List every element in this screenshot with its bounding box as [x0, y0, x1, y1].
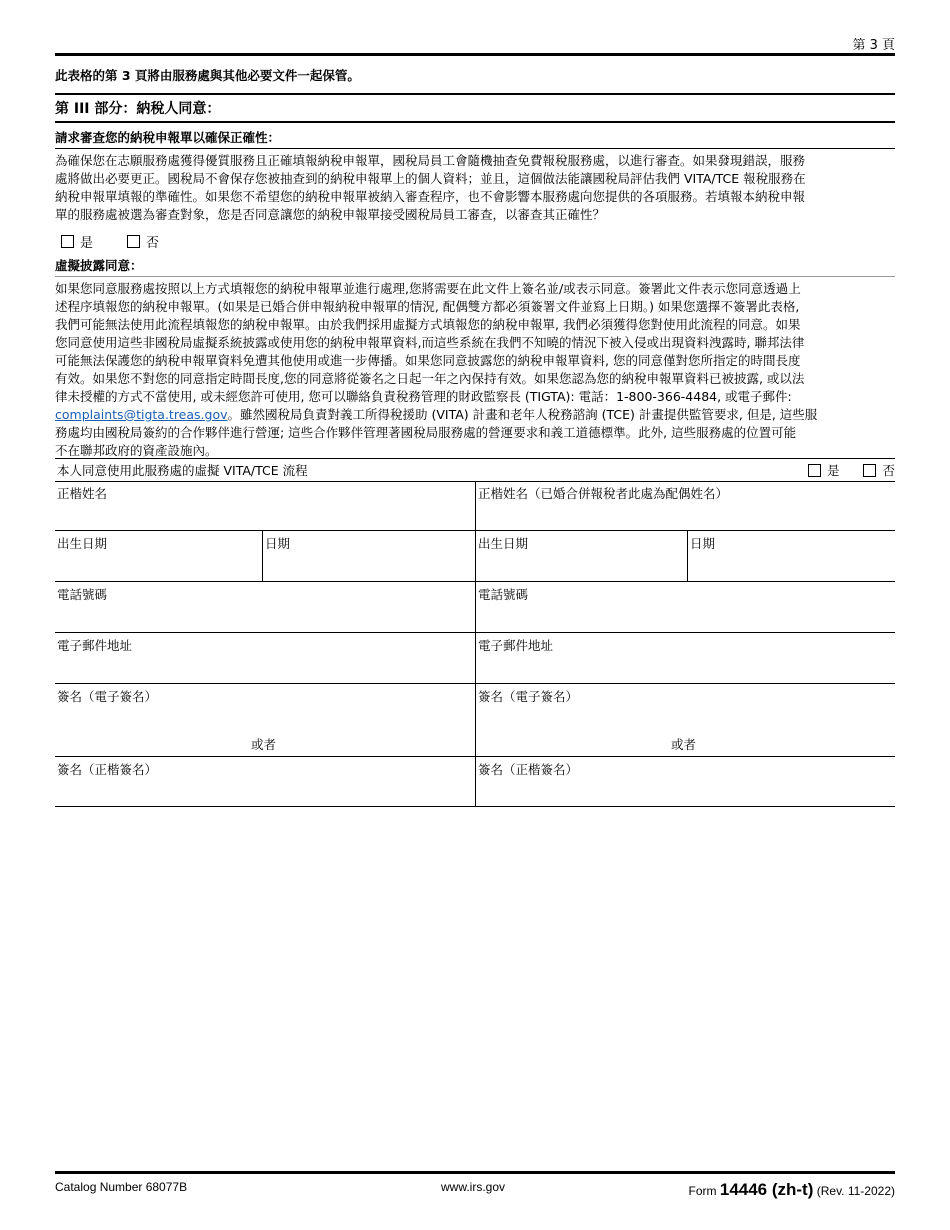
review-line: 單的服務處被選為審查對象，您是否同意讓您的納稅申報單接受國稅局員工審查，以審查其正確性？: [55, 207, 606, 222]
spouse-email-label: 電子郵件地址: [478, 638, 554, 653]
review-yes-label: 是: [80, 236, 94, 251]
review-rule: [55, 148, 895, 149]
taxpayer-email-field[interactable]: [55, 633, 475, 683]
review-no-option[interactable]: [127, 232, 159, 251]
spouse-date-field[interactable]: [687, 531, 895, 581]
review-line: 處將做出必要更正。國稅局不會保存您被抽查到的納稅申報單上的個人資料；並且，這個做法能讓國稅局評估我們 VITA/TCE 報稅服務在: [55, 171, 806, 186]
taxpayer-email-label: 電子郵件地址: [57, 638, 133, 653]
taxpayer-date-field[interactable]: [262, 531, 475, 581]
part-title-rule: [55, 121, 895, 123]
virtual-consent-label: 本人同意使用此服務處的虛擬 VITA/TCE 流程: [57, 463, 308, 478]
taxpayer-esign-field[interactable]: [55, 684, 475, 756]
catalog-number: Catalog Number 68077B: [55, 1180, 188, 1194]
taxpayer-name-field[interactable]: [55, 481, 475, 530]
taxpayer-or-label: 或者: [251, 737, 277, 752]
virtual-line: 有效。如果您不對您的同意指定時間長度,您的同意將從簽名之日起一年之內保持有效。如果您認為您的納稅申報單資料已被披露, 或以法: [55, 371, 805, 386]
review-no-checkbox[interactable]: [127, 235, 140, 248]
form-number: 14446 (zh-t): [719, 1180, 814, 1199]
spouse-dob-field[interactable]: [475, 531, 687, 581]
taxpayer-date-label: 日期: [265, 536, 291, 551]
footer-rule: [55, 1171, 895, 1174]
virtual-no-label: 否: [882, 463, 895, 478]
virtual-consent-row: [55, 458, 895, 482]
virtual-line: 律未授權的方式不當使用, 或未經您許可使用, 您可以聯絡負責稅務管理的財政監察長 (TIGTA): 電話：1-800-366-4484, 或電子郵件:: [55, 389, 792, 404]
spouse-dob-label: 出生日期: [478, 536, 529, 551]
review-consent-options: [61, 232, 193, 251]
taxpayer-dob-label: 出生日期: [57, 536, 108, 551]
email-row: [55, 633, 895, 684]
form-revision: (Rev. 11-2022): [816, 1184, 895, 1198]
form-identifier: [689, 1180, 895, 1200]
virtual-consent-options: [784, 461, 895, 479]
phone-row: [55, 582, 895, 633]
spouse-name-label: 正楷姓名（已婚合併報稅者此處為配偶姓名）: [478, 486, 729, 501]
virtual-line-with-link: [55, 406, 895, 424]
virtual-heading: 虛擬披露同意：: [55, 258, 143, 273]
name-row: [55, 481, 895, 531]
review-yes-option[interactable]: [61, 232, 93, 251]
virtual-yes-option[interactable]: [808, 461, 840, 479]
review-paragraph: [55, 152, 895, 224]
spouse-esign-label: 簽名（電子簽名）: [478, 689, 579, 704]
review-line: 為確保您在志願服務處獲得優質服務且正確填報納稅申報單，國稅局員工會隨機抽查免費報稅服務處，以進行審查。如果發現錯誤，服務: [55, 153, 806, 168]
wsign-row: [55, 757, 895, 807]
virtual-line: 我們可能無法使用此流程填報您的納稅申報單。由於我們採用虛擬方式填報您的納稅申報單, 我們必須獲得您對使用此流程的同意。如果: [55, 317, 801, 332]
virtual-line: 可能無法保護您的納稅申報單資料免遭其他使用或進一步傳播。如果您同意披露您的納稅申報單資料, 您的同意僅對您所指定的時間長度: [55, 353, 801, 368]
review-no-label: 否: [146, 236, 160, 251]
spouse-wsign-label: 簽名（正楷簽名）: [478, 762, 579, 777]
esign-row: [55, 684, 895, 757]
part-title: 第 III 部分：納稅人同意：: [55, 101, 221, 117]
taxpayer-name-label: 正楷姓名: [57, 486, 108, 501]
irs-website: www.irs.gov: [441, 1180, 506, 1194]
virtual-line-after-link: 。雖然國稅局負責對義工所得稅援助 (VITA) 計畫和老年人稅務諮詢 (TCE) 計畫提供監管要求, 但是, 這些服: [227, 407, 818, 422]
taxpayer-esign-label: 簽名（電子簽名）: [57, 689, 158, 704]
virtual-no-checkbox[interactable]: [863, 464, 876, 477]
spouse-wsign-field[interactable]: [475, 757, 895, 806]
page-number: 第 3 頁: [852, 38, 895, 53]
review-yes-checkbox[interactable]: [61, 235, 74, 248]
spouse-esign-field[interactable]: [475, 684, 895, 756]
virtual-yes-checkbox[interactable]: [808, 464, 821, 477]
virtual-no-option[interactable]: [863, 461, 895, 479]
spouse-email-field[interactable]: [475, 633, 895, 683]
dob-date-row: [55, 531, 895, 582]
virtual-rule: [55, 276, 895, 277]
review-heading: 請求審查您的納稅申報單以確保正確性：: [55, 130, 281, 145]
retention-notice: 此表格的第 3 頁將由服務處與其他必要文件一起保管。: [55, 68, 360, 83]
spouse-name-field[interactable]: [475, 481, 895, 530]
part-rule: [55, 93, 895, 95]
spouse-phone-label: 電話號碼: [478, 587, 529, 602]
taxpayer-wsign-field[interactable]: [55, 757, 475, 806]
virtual-line: 述程序填報您的納稅申報單。(如果是已婚合併申報納稅申報單的情況, 配偶雙方都必須簽署文件並寫上日期。) 如果您選擇不簽署此表格,: [55, 299, 800, 314]
review-line: 納稅申報單填報的準確性。如果您不希望您的納稅申報單被納入審查程序，也不會影響本服務處向您提供的各項服務。若填報本納稅申報: [55, 189, 806, 204]
taxpayer-phone-label: 電話號碼: [57, 587, 108, 602]
signature-grid: [55, 481, 895, 807]
virtual-line: 如果您同意服務處按照以上方式填報您的納稅申報單並進行處理,您將需要在此文件上簽名並/或表示同意。簽署此文件表示您同意透過上: [55, 281, 801, 296]
virtual-yes-label: 是: [826, 463, 840, 478]
spouse-or-label: 或者: [671, 737, 697, 752]
taxpayer-dob-field[interactable]: [55, 531, 262, 581]
taxpayer-phone-field[interactable]: [55, 582, 475, 632]
tigta-email-link[interactable]: complaints@tigta.treas.gov: [55, 407, 228, 422]
taxpayer-wsign-label: 簽名（正楷簽名）: [57, 762, 158, 777]
spouse-phone-field[interactable]: [475, 582, 895, 632]
form-prefix: Form: [688, 1184, 717, 1198]
virtual-paragraph: [55, 280, 895, 460]
virtual-line: 務處均由國稅局簽約的合作夥伴進行營運; 這些合作夥伴管理著國稅局服務處的營運要求和義工道德標準。此外, 這些服務處的位置可能: [55, 425, 797, 440]
spouse-date-label: 日期: [690, 536, 716, 551]
virtual-line: 不在聯邦政府的資產設施內。: [55, 443, 218, 458]
top-rule: [55, 53, 895, 56]
virtual-line: 您同意使用這些非國稅局虛擬系統披露或使用您的納稅申報單資料,而這些系統在我們不知曉的情況下被入侵或出現資料洩露時, 聯邦法律: [55, 335, 805, 350]
